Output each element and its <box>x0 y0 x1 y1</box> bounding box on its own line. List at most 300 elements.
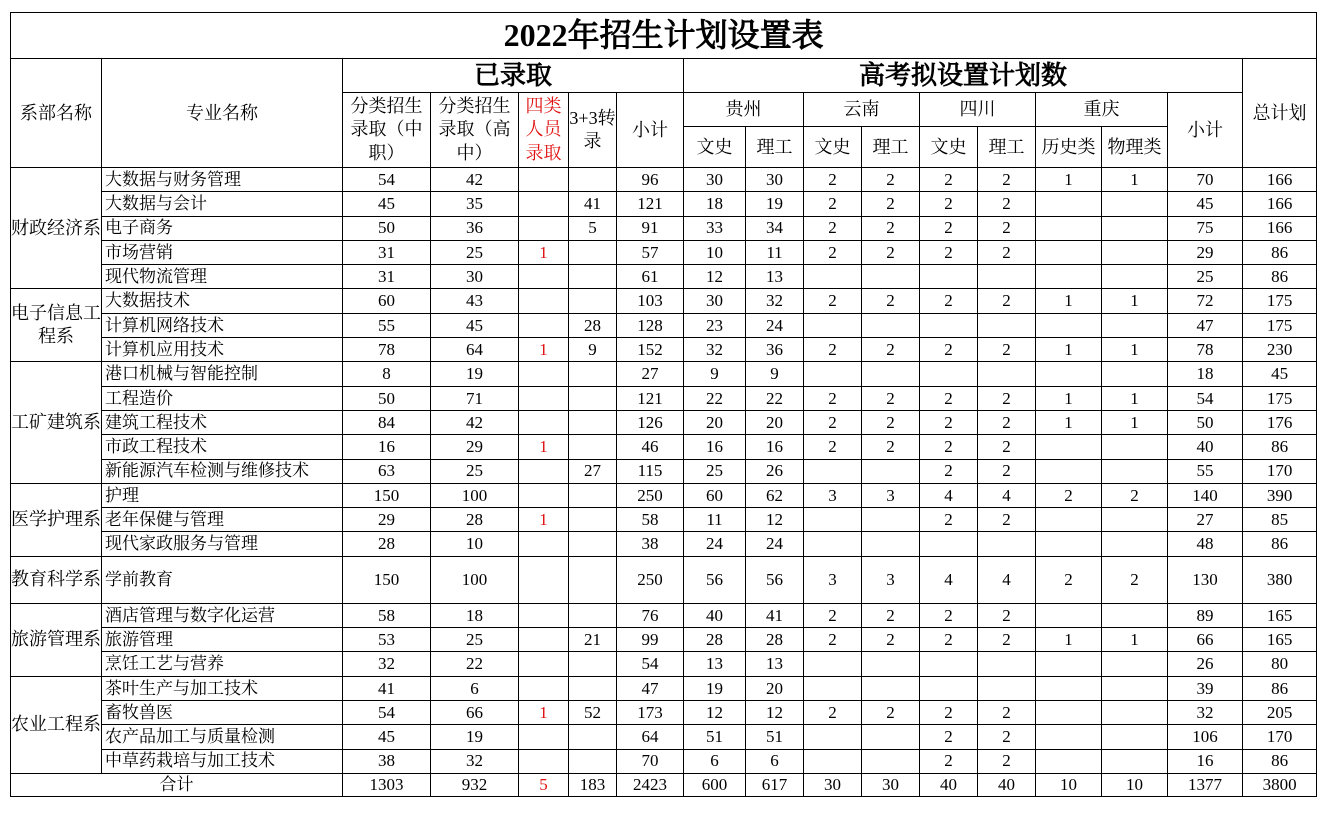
chongqing-lishi-cell <box>1036 725 1102 749</box>
yunnan-wenshi-cell: 2 <box>804 386 862 410</box>
yunnan-ligong-cell: 2 <box>862 628 920 652</box>
sichuan-ligong-cell <box>978 676 1036 700</box>
chongqing-wuli-cell <box>1102 313 1168 337</box>
yunnan-wenshi-cell <box>804 362 862 386</box>
subtotal-cell: 173 <box>617 700 684 724</box>
sichuan-wenshi-cell <box>920 265 978 289</box>
yunnan-ligong-cell <box>862 725 920 749</box>
chongqing-lishi-cell <box>1036 749 1102 773</box>
major-name-cell: 现代物流管理 <box>102 265 343 289</box>
guizhou-wenshi-cell: 24 <box>684 532 746 556</box>
chongqing-wuli-cell <box>1102 435 1168 459</box>
yunnan-ligong-cell: 2 <box>862 192 920 216</box>
major-name-cell: 烹饪工艺与营养 <box>102 652 343 676</box>
major-name-cell: 计算机网络技术 <box>102 313 343 337</box>
four-cat-cell <box>519 628 569 652</box>
total-plan-cell: 86 <box>1243 435 1317 459</box>
subtotal-cell: 152 <box>617 338 684 362</box>
cat-zz-cell: 63 <box>343 459 431 483</box>
chongqing-lishi-cell <box>1036 603 1102 627</box>
cat-gz-cell: 25 <box>431 240 519 264</box>
sichuan-ligong-cell: 2 <box>978 725 1036 749</box>
table-row <box>11 676 1317 700</box>
yunnan-wenshi-cell: 2 <box>804 435 862 459</box>
total-plan-cell: 166 <box>1243 216 1317 240</box>
total-plan-cell: 176 <box>1243 410 1317 434</box>
total-chongqing-lishi-cell: 10 <box>1036 773 1102 796</box>
subtotal2-cell: 27 <box>1168 508 1243 532</box>
subtotal2-cell: 45 <box>1168 192 1243 216</box>
major-name-cell: 计算机应用技术 <box>102 338 343 362</box>
sichuan-ligong-cell: 2 <box>978 410 1036 434</box>
header-three-three: 3+3转录 <box>569 93 617 168</box>
table-title: 2022年招生计划设置表 <box>11 13 1317 59</box>
guizhou-ligong-cell: 20 <box>746 676 804 700</box>
cat-gz-cell: 6 <box>431 676 519 700</box>
total-plan-cell: 86 <box>1243 240 1317 264</box>
cat-gz-cell: 42 <box>431 168 519 192</box>
four-cat-cell: 1 <box>519 338 569 362</box>
four-cat-cell <box>519 603 569 627</box>
sichuan-wenshi-cell: 2 <box>920 168 978 192</box>
chongqing-wuli-cell <box>1102 240 1168 264</box>
table-row <box>11 362 1317 386</box>
chongqing-wuli-cell: 1 <box>1102 338 1168 362</box>
guizhou-ligong-cell: 28 <box>746 628 804 652</box>
total-three-three-cell: 183 <box>569 773 617 796</box>
four-cat-cell <box>519 265 569 289</box>
cat-zz-cell: 53 <box>343 628 431 652</box>
total-plan-cell: 165 <box>1243 628 1317 652</box>
subtotal-cell: 103 <box>617 289 684 313</box>
four-cat-cell <box>519 483 569 507</box>
total-plan-cell: 380 <box>1243 556 1317 603</box>
chongqing-wuli-cell <box>1102 532 1168 556</box>
header-chongqing: 重庆 <box>1036 93 1168 127</box>
sichuan-wenshi-cell: 4 <box>920 556 978 603</box>
sichuan-ligong-cell: 2 <box>978 168 1036 192</box>
sichuan-ligong-cell: 2 <box>978 749 1036 773</box>
chongqing-lishi-cell: 1 <box>1036 386 1102 410</box>
subtotal2-cell: 106 <box>1168 725 1243 749</box>
totals-row <box>11 773 1317 796</box>
three-three-cell <box>569 749 617 773</box>
three-three-cell: 5 <box>569 216 617 240</box>
table-row <box>11 386 1317 410</box>
header-planned-group: 高考拟设置计划数 <box>684 59 1243 93</box>
sichuan-wenshi-cell: 2 <box>920 628 978 652</box>
yunnan-ligong-cell: 2 <box>862 338 920 362</box>
four-cat-cell <box>519 652 569 676</box>
guizhou-wenshi-cell: 60 <box>684 483 746 507</box>
subtotal-cell: 96 <box>617 168 684 192</box>
total-subtotal2-cell: 1377 <box>1168 773 1243 796</box>
guizhou-wenshi-cell: 12 <box>684 265 746 289</box>
cat-gz-cell: 45 <box>431 313 519 337</box>
cat-zz-cell: 41 <box>343 676 431 700</box>
guizhou-ligong-cell: 11 <box>746 240 804 264</box>
guizhou-wenshi-cell: 9 <box>684 362 746 386</box>
cat-gz-cell: 22 <box>431 652 519 676</box>
table-row <box>11 603 1317 627</box>
four-cat-cell: 1 <box>519 435 569 459</box>
yunnan-ligong-cell: 2 <box>862 216 920 240</box>
yunnan-wenshi-cell: 2 <box>804 168 862 192</box>
total-plan-cell: 45 <box>1243 362 1317 386</box>
header-admitted-group: 已录取 <box>343 59 684 93</box>
guizhou-ligong-cell: 12 <box>746 508 804 532</box>
cat-gz-cell: 100 <box>431 556 519 603</box>
cat-zz-cell: 28 <box>343 532 431 556</box>
three-three-cell: 28 <box>569 313 617 337</box>
cat-zz-cell: 8 <box>343 362 431 386</box>
chongqing-lishi-cell <box>1036 652 1102 676</box>
total-plan-cell: 205 <box>1243 700 1317 724</box>
table-row <box>11 216 1317 240</box>
four-cat-cell <box>519 532 569 556</box>
chongqing-wuli-cell: 1 <box>1102 386 1168 410</box>
sichuan-wenshi-cell <box>920 313 978 337</box>
guizhou-ligong-cell: 19 <box>746 192 804 216</box>
guizhou-ligong-cell: 26 <box>746 459 804 483</box>
four-cat-cell <box>519 386 569 410</box>
chongqing-lishi-cell <box>1036 192 1102 216</box>
cat-zz-cell: 32 <box>343 652 431 676</box>
subtotal2-cell: 72 <box>1168 289 1243 313</box>
table-row <box>11 652 1317 676</box>
guizhou-ligong-cell: 56 <box>746 556 804 603</box>
sichuan-wenshi-cell: 2 <box>920 435 978 459</box>
three-three-cell <box>569 508 617 532</box>
chongqing-lishi-cell: 2 <box>1036 483 1102 507</box>
sichuan-ligong-cell: 2 <box>978 216 1036 240</box>
chongqing-lishi-cell <box>1036 265 1102 289</box>
chongqing-wuli-cell: 1 <box>1102 168 1168 192</box>
chongqing-wuli-cell <box>1102 265 1168 289</box>
subtotal-cell: 46 <box>617 435 684 459</box>
chongqing-lishi-cell <box>1036 532 1102 556</box>
header-chongqing-lishi: 历史类 <box>1036 127 1102 168</box>
four-cat-cell <box>519 459 569 483</box>
yunnan-ligong-cell <box>862 749 920 773</box>
major-name-cell: 中草药栽培与加工技术 <box>102 749 343 773</box>
table-row <box>11 725 1317 749</box>
yunnan-wenshi-cell <box>804 749 862 773</box>
chongqing-wuli-cell <box>1102 676 1168 700</box>
dept-name-cell: 教育科学系 <box>11 556 102 603</box>
subtotal2-cell: 50 <box>1168 410 1243 434</box>
subtotal2-cell: 78 <box>1168 338 1243 362</box>
sichuan-wenshi-cell: 2 <box>920 749 978 773</box>
four-cat-cell: 1 <box>519 508 569 532</box>
guizhou-ligong-cell: 51 <box>746 725 804 749</box>
table-row <box>11 435 1317 459</box>
table-row <box>11 410 1317 434</box>
guizhou-wenshi-cell: 13 <box>684 652 746 676</box>
subtotal-cell: 121 <box>617 386 684 410</box>
total-guizhou-wenshi-cell: 600 <box>684 773 746 796</box>
total-sichuan-ligong-cell: 40 <box>978 773 1036 796</box>
cat-gz-cell: 18 <box>431 603 519 627</box>
four-cat-cell <box>519 725 569 749</box>
sichuan-ligong-cell <box>978 652 1036 676</box>
chongqing-wuli-cell: 1 <box>1102 410 1168 434</box>
three-three-cell: 52 <box>569 700 617 724</box>
table-row <box>11 289 1317 313</box>
four-cat-cell <box>519 556 569 603</box>
total-sichuan-wenshi-cell: 40 <box>920 773 978 796</box>
chongqing-wuli-cell <box>1102 700 1168 724</box>
sichuan-wenshi-cell: 2 <box>920 192 978 216</box>
header-yunnan: 云南 <box>804 93 920 127</box>
yunnan-ligong-cell: 2 <box>862 289 920 313</box>
yunnan-ligong-cell: 2 <box>862 700 920 724</box>
four-cat-cell <box>519 168 569 192</box>
chongqing-lishi-cell: 1 <box>1036 628 1102 652</box>
header-cat-gz: 分类招生录取（高中） <box>431 93 519 168</box>
dept-name-cell: 旅游管理系 <box>11 603 102 676</box>
subtotal-cell: 126 <box>617 410 684 434</box>
guizhou-ligong-cell: 9 <box>746 362 804 386</box>
dept-name-cell: 电子信息工程系 <box>11 289 102 362</box>
cat-zz-cell: 78 <box>343 338 431 362</box>
total-plan-cell: 86 <box>1243 676 1317 700</box>
sichuan-wenshi-cell: 2 <box>920 410 978 434</box>
three-three-cell <box>569 386 617 410</box>
header-cat-zz: 分类招生录取（中职） <box>343 93 431 168</box>
chongqing-lishi-cell <box>1036 435 1102 459</box>
guizhou-wenshi-cell: 18 <box>684 192 746 216</box>
sichuan-wenshi-cell: 4 <box>920 483 978 507</box>
subtotal-cell: 76 <box>617 603 684 627</box>
three-three-cell <box>569 652 617 676</box>
yunnan-ligong-cell <box>862 362 920 386</box>
sichuan-ligong-cell <box>978 532 1036 556</box>
yunnan-wenshi-cell: 2 <box>804 240 862 264</box>
three-three-cell <box>569 265 617 289</box>
subtotal2-cell: 26 <box>1168 652 1243 676</box>
three-three-cell <box>569 362 617 386</box>
subtotal2-cell: 29 <box>1168 240 1243 264</box>
cat-zz-cell: 50 <box>343 216 431 240</box>
yunnan-wenshi-cell: 2 <box>804 192 862 216</box>
guizhou-wenshi-cell: 12 <box>684 700 746 724</box>
guizhou-wenshi-cell: 19 <box>684 676 746 700</box>
four-cat-cell <box>519 313 569 337</box>
cat-gz-cell: 42 <box>431 410 519 434</box>
header-sichuan: 四川 <box>920 93 1036 127</box>
guizhou-ligong-cell: 34 <box>746 216 804 240</box>
major-name-cell: 茶叶生产与加工技术 <box>102 676 343 700</box>
guizhou-wenshi-cell: 23 <box>684 313 746 337</box>
major-name-cell: 老年保健与管理 <box>102 508 343 532</box>
subtotal2-cell: 75 <box>1168 216 1243 240</box>
yunnan-wenshi-cell <box>804 459 862 483</box>
enrollment-plan-sheet <box>10 12 1316 797</box>
subtotal-cell: 91 <box>617 216 684 240</box>
dept-name-cell: 农业工程系 <box>11 676 102 773</box>
cat-gz-cell: 64 <box>431 338 519 362</box>
three-three-cell <box>569 435 617 459</box>
guizhou-wenshi-cell: 6 <box>684 749 746 773</box>
total-plan-cell: 175 <box>1243 289 1317 313</box>
cat-gz-cell: 25 <box>431 459 519 483</box>
guizhou-ligong-cell: 41 <box>746 603 804 627</box>
sichuan-ligong-cell: 2 <box>978 459 1036 483</box>
three-three-cell: 27 <box>569 459 617 483</box>
yunnan-ligong-cell <box>862 676 920 700</box>
guizhou-ligong-cell: 13 <box>746 265 804 289</box>
table-row <box>11 556 1317 603</box>
three-three-cell <box>569 556 617 603</box>
header-subtotal: 小计 <box>617 93 684 168</box>
yunnan-wenshi-cell <box>804 265 862 289</box>
sichuan-wenshi-cell: 2 <box>920 459 978 483</box>
subtotal2-cell: 39 <box>1168 676 1243 700</box>
header-sichuan-ligong: 理工 <box>978 127 1036 168</box>
chongqing-lishi-cell <box>1036 216 1102 240</box>
total-plan-cell: 175 <box>1243 386 1317 410</box>
major-name-cell: 新能源汽车检测与维修技术 <box>102 459 343 483</box>
major-name-cell: 旅游管理 <box>102 628 343 652</box>
chongqing-wuli-cell: 1 <box>1102 628 1168 652</box>
subtotal2-cell: 130 <box>1168 556 1243 603</box>
cat-gz-cell: 43 <box>431 289 519 313</box>
yunnan-wenshi-cell <box>804 676 862 700</box>
cat-gz-cell: 28 <box>431 508 519 532</box>
subtotal2-cell: 66 <box>1168 628 1243 652</box>
chongqing-wuli-cell <box>1102 362 1168 386</box>
subtotal2-cell: 89 <box>1168 603 1243 627</box>
three-three-cell <box>569 410 617 434</box>
yunnan-wenshi-cell: 3 <box>804 556 862 603</box>
total-plan-cell: 170 <box>1243 725 1317 749</box>
sichuan-ligong-cell <box>978 265 1036 289</box>
header-guizhou-wenshi: 文史 <box>684 127 746 168</box>
header-chongqing-wuli: 物理类 <box>1102 127 1168 168</box>
chongqing-lishi-cell <box>1036 676 1102 700</box>
yunnan-ligong-cell <box>862 508 920 532</box>
sichuan-wenshi-cell <box>920 362 978 386</box>
chongqing-lishi-cell: 1 <box>1036 410 1102 434</box>
cat-gz-cell: 100 <box>431 483 519 507</box>
major-name-cell: 港口机械与智能控制 <box>102 362 343 386</box>
three-three-cell <box>569 725 617 749</box>
subtotal-cell: 70 <box>617 749 684 773</box>
yunnan-ligong-cell: 3 <box>862 483 920 507</box>
yunnan-ligong-cell <box>862 532 920 556</box>
header-sichuan-wenshi: 文史 <box>920 127 978 168</box>
table-row <box>11 483 1317 507</box>
guizhou-wenshi-cell: 11 <box>684 508 746 532</box>
yunnan-wenshi-cell: 2 <box>804 603 862 627</box>
guizhou-ligong-cell: 22 <box>746 386 804 410</box>
chongqing-wuli-cell <box>1102 749 1168 773</box>
header-total-plan: 总计划 <box>1243 59 1317 168</box>
total-total-plan-cell: 3800 <box>1243 773 1317 796</box>
yunnan-ligong-cell <box>862 459 920 483</box>
major-name-cell: 市政工程技术 <box>102 435 343 459</box>
sichuan-wenshi-cell: 2 <box>920 508 978 532</box>
total-cat-gz-cell: 932 <box>431 773 519 796</box>
subtotal-cell: 57 <box>617 240 684 264</box>
chongqing-lishi-cell <box>1036 508 1102 532</box>
total-plan-cell: 170 <box>1243 459 1317 483</box>
yunnan-ligong-cell <box>862 265 920 289</box>
chongqing-wuli-cell: 1 <box>1102 289 1168 313</box>
yunnan-wenshi-cell: 2 <box>804 289 862 313</box>
total-chongqing-wuli-cell: 10 <box>1102 773 1168 796</box>
major-name-cell: 护理 <box>102 483 343 507</box>
subtotal2-cell: 25 <box>1168 265 1243 289</box>
header-four-cat: 四类人员录取 <box>519 93 569 168</box>
three-three-cell: 41 <box>569 192 617 216</box>
cat-zz-cell: 45 <box>343 725 431 749</box>
cat-zz-cell: 50 <box>343 386 431 410</box>
header-yunnan-ligong: 理工 <box>862 127 920 168</box>
guizhou-ligong-cell: 24 <box>746 313 804 337</box>
total-plan-cell: 230 <box>1243 338 1317 362</box>
cat-zz-cell: 31 <box>343 240 431 264</box>
yunnan-ligong-cell: 2 <box>862 410 920 434</box>
subtotal2-cell: 16 <box>1168 749 1243 773</box>
total-plan-cell: 86 <box>1243 749 1317 773</box>
sichuan-ligong-cell: 2 <box>978 700 1036 724</box>
three-three-cell: 21 <box>569 628 617 652</box>
chongqing-lishi-cell <box>1036 459 1102 483</box>
cat-zz-cell: 55 <box>343 313 431 337</box>
subtotal2-cell: 18 <box>1168 362 1243 386</box>
cat-zz-cell: 16 <box>343 435 431 459</box>
sichuan-ligong-cell: 2 <box>978 603 1036 627</box>
cat-zz-cell: 38 <box>343 749 431 773</box>
sichuan-ligong-cell: 2 <box>978 289 1036 313</box>
sichuan-wenshi-cell: 2 <box>920 289 978 313</box>
three-three-cell <box>569 483 617 507</box>
total-four-cat-cell: 5 <box>519 773 569 796</box>
four-cat-cell <box>519 192 569 216</box>
guizhou-ligong-cell: 30 <box>746 168 804 192</box>
yunnan-wenshi-cell <box>804 508 862 532</box>
sichuan-wenshi-cell: 2 <box>920 216 978 240</box>
table-row <box>11 240 1317 264</box>
chongqing-lishi-cell <box>1036 313 1102 337</box>
yunnan-wenshi-cell: 2 <box>804 700 862 724</box>
yunnan-wenshi-cell <box>804 652 862 676</box>
yunnan-ligong-cell: 2 <box>862 386 920 410</box>
cat-zz-cell: 84 <box>343 410 431 434</box>
sichuan-ligong-cell <box>978 362 1036 386</box>
guizhou-wenshi-cell: 28 <box>684 628 746 652</box>
chongqing-lishi-cell: 1 <box>1036 168 1102 192</box>
guizhou-wenshi-cell: 20 <box>684 410 746 434</box>
subtotal-cell: 115 <box>617 459 684 483</box>
sichuan-wenshi-cell: 2 <box>920 603 978 627</box>
cat-zz-cell: 45 <box>343 192 431 216</box>
table-row <box>11 265 1317 289</box>
table-row <box>11 749 1317 773</box>
sichuan-wenshi-cell <box>920 532 978 556</box>
sichuan-ligong-cell: 4 <box>978 556 1036 603</box>
cat-gz-cell: 36 <box>431 216 519 240</box>
sichuan-ligong-cell: 2 <box>978 435 1036 459</box>
yunnan-ligong-cell: 3 <box>862 556 920 603</box>
subtotal2-cell: 55 <box>1168 459 1243 483</box>
cat-zz-cell: 150 <box>343 556 431 603</box>
dept-name-cell: 医学护理系 <box>11 483 102 556</box>
cat-zz-cell: 29 <box>343 508 431 532</box>
chongqing-wuli-cell <box>1102 603 1168 627</box>
